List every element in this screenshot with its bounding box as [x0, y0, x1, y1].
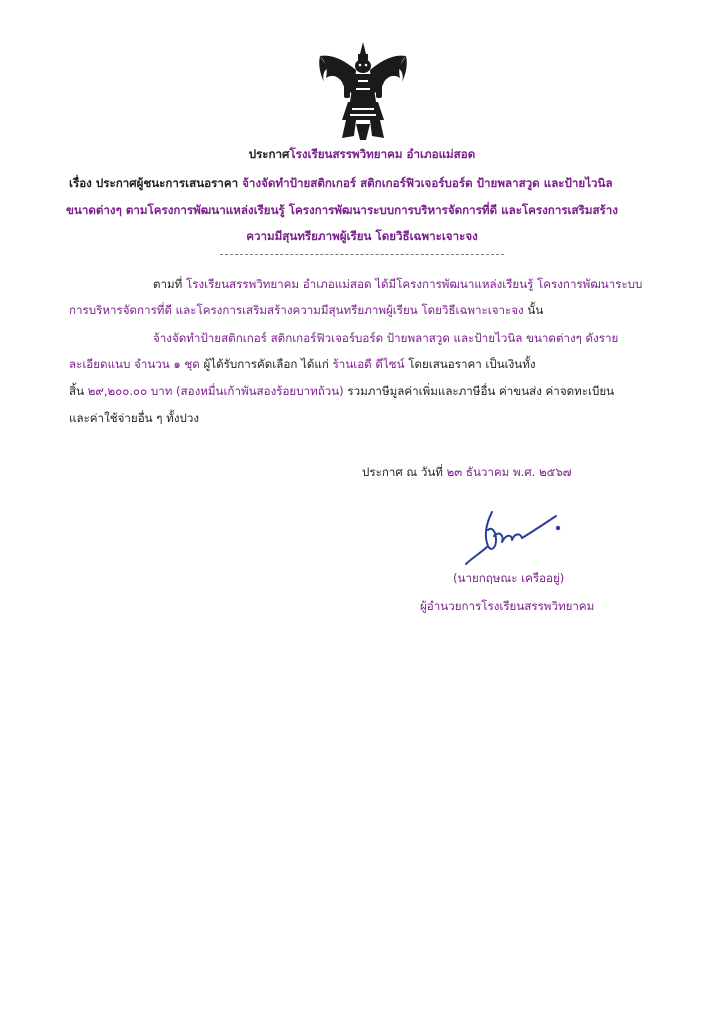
handwritten-signature — [458, 506, 564, 570]
district-name: อำเภอแม่สอด — [406, 147, 476, 161]
signer-position: ผู้อำนวยการโรงเรียนสรรพวิทยาคม — [420, 599, 595, 613]
body-paragraph-2-line-2 — [69, 356, 536, 372]
announce-prefix: ประกาศ — [248, 147, 290, 161]
divider-line — [220, 254, 504, 255]
p2-amount: ๒๙,๒๐๐.๐๐ บาท (สองหมื่นเก้าพันสองร้อยบาทถ้วน) — [87, 384, 344, 398]
body-paragraph-2-line-1: จ้างจัดทำป้ายสติกเกอร์ สติกเกอร์ฟิวเจอร์บอร์ด ป้ายพลาสวูด และป้ายไวนิล ขนาดต่างๆ ดังราย — [153, 331, 619, 345]
date-value: ๒๓ ธันวาคม พ.ศ. ๒๕๖๗ — [446, 465, 572, 479]
subject-line-1 — [69, 175, 613, 191]
subject-line-3: ความมีสุนทรียภาพผู้เรียน โดยวิธีเฉพาะเจาะจง — [246, 229, 478, 243]
subject-line-2: ขนาดต่างๆ ตามโครงการพัฒนาแหล่งเรียนรู้ โครงการพัฒนาระบบการบริหารจัดการที่ดี และโครงการเสริมสร้าง — [66, 203, 618, 217]
garuda-emblem-icon — [316, 40, 410, 142]
p2-total-label: สิ้น — [69, 384, 85, 398]
body-paragraph-1-line-1 — [153, 276, 642, 292]
header-title — [0, 146, 724, 162]
p2-vendor: ร้านเอดี ดีไซน์ — [332, 357, 405, 371]
date-label: ประกาศ ณ วันที่ — [362, 465, 443, 479]
school-name: โรงเรียนสรรพวิทยาคม — [289, 147, 403, 161]
p2-selected: ผู้ได้รับการคัดเลือก ได้แก่ — [203, 357, 329, 371]
subject-label: เรื่อง — [69, 176, 92, 190]
p1-rest: ได้มีโครงการพัฒนาแหล่งเรียนรู้ โครงการพัฒนาระบบ — [375, 277, 643, 291]
p1-line-2: การบริหารจัดการที่ดี และโครงการเสริมสร้างความมีสุนทรียภาพผู้เรียน โดยวิธีเฉพาะเจาะจง — [69, 303, 524, 317]
body-paragraph-1-line-2 — [69, 302, 543, 318]
p1-end: นั้น — [527, 303, 544, 317]
p2-tax-note: รวมภาษีมูลค่าเพิ่มและภาษีอื่น ค่าขนส่ง ค่าจดทะเบียน — [347, 384, 615, 398]
body-paragraph-2-line-4: และค่าใช้จ่ายอื่น ๆ ทั้งปวง — [69, 411, 200, 425]
subject-title-purple: จ้างจัดทำป้ายสติกเกอร์ สติกเกอร์ฟิวเจอร์บอร์ด ป้ายพลาสวูด และป้ายไวนิล — [242, 176, 613, 190]
p1-start: ตามที่ — [153, 277, 183, 291]
p1-school: โรงเรียนสรรพวิทยาคม อำเภอแม่สอด — [186, 277, 372, 291]
announce-date — [362, 464, 572, 480]
body-paragraph-2-line-3 — [69, 383, 614, 399]
p2-offer: โดยเสนอราคา เป็นเงินทั้ง — [408, 357, 536, 371]
subject-title-prefix: ประกาศผู้ชนะการเสนอราคา — [95, 176, 239, 190]
p2-quantity: ละเอียดแนบ จำนวน ๑ ชุด — [69, 357, 200, 371]
signer-name: (นายกฤษณะ เครืออยู่) — [453, 571, 565, 585]
